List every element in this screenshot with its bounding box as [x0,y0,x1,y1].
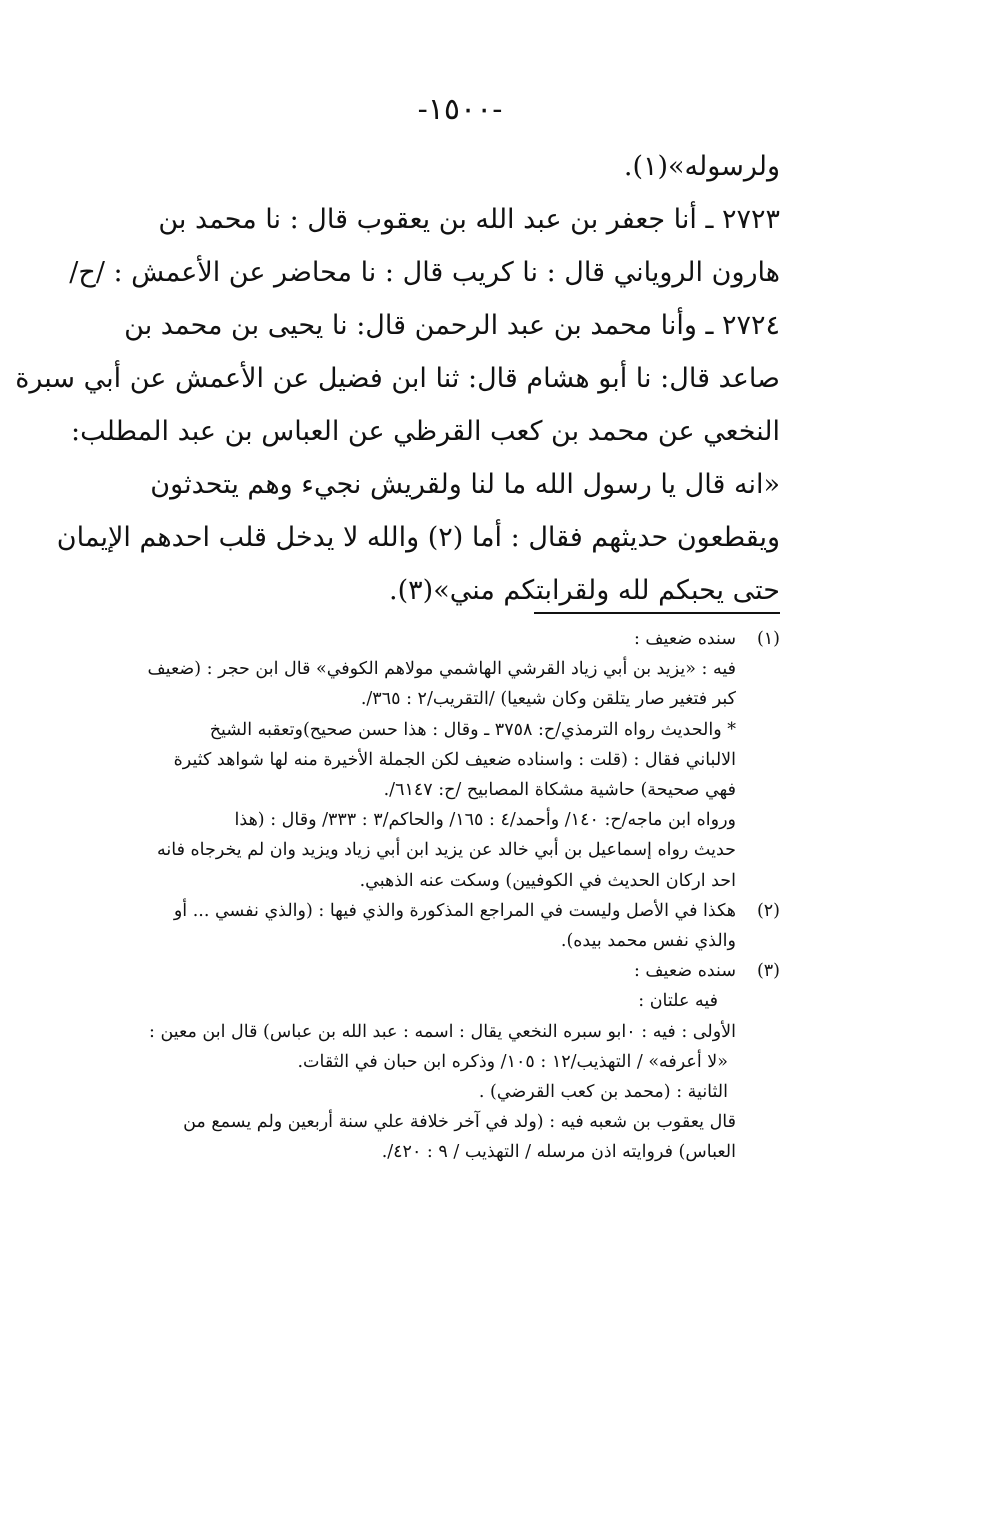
main-text [15,140,780,617]
main-line: «انه قال يا رسول الله ما لنا ولقريش نجيء وهم يتحدثون [150,469,780,500]
main-line: هارون الروياني قال : نا كريب قال : نا محاضر عن الأعمش : /ح/ [69,257,780,288]
footnote-1-line: حديث رواه إسماعيل بن أبي خالد عن يزيد ابن أبي زياد ويزيد وان لم يخرجاه فانه [157,840,736,861]
page-number: -١٥٠٠- [417,92,503,127]
footnote-1-header [116,624,780,654]
footnotes [116,624,780,1168]
footnote-1-line: احد اركان الحديث في الكوفيين) وسكت عنه الذهبي. [359,870,736,891]
footnote-1-line: كبر فتغير صار يتلقن وكان شيعيا) /التقريب/٢ : ٣٦٥/. [360,689,736,710]
main-line: ٢٧٢٣ ـ أنا جعفر بن عبد الله بن يعقوب قال : نا محمد بن [158,204,780,235]
footnote-3-line: الثانية : (محمد بن كعب القرضي) . [478,1082,728,1103]
footnote-1-number: (١) [756,629,780,649]
main-line: ويقطعون حديثهم فقال : أما (٢) والله لا يدخل قلب احدهم الإيمان [56,522,780,553]
footnote-2-header [116,896,780,926]
footnote-3-line: فيه علتان : [638,991,718,1012]
footnote-3-line: قال يعقوب بن شعبه فيه : (ولد في آخر خلافة علي سنة أربعين ولم يسمع من [183,1112,736,1133]
footnote-2-text: هكذا في الأصل وليست في المراجع المذكورة والذي فيها : (والذي نفسي ... أو [173,900,736,921]
footnote-1-line: فيه : «يزيد بن أبي زياد القرشي الهاشمي مولاهم الكوفي» قال ابن حجر : (ضعيف [147,659,736,680]
footnote-3-header [116,956,780,986]
footnote-3-line: العباس) فروايته اذن مرسله / التهذيب / ٩ : ٤٢٠/. [381,1142,736,1163]
footnote-separator [534,612,780,614]
main-line: النخعي عن محمد بن كعب القرظي عن العباس بن عبد المطلب: [70,416,780,447]
footnote-1-line: الالباني فقال : (قلت : واسناده ضعيف لكن الجملة الأخيرة منه لها شواهد كثيرة [173,749,736,770]
main-line: حتى يحبكم لله ولقرابتكم مني»(٣). [389,575,780,606]
footnote-3-number: (٣) [756,961,780,982]
footnote-1-line: * والحديث رواه الترمذي/ح: ٣٧٥٨ ـ وقال : هذا حسن صحيح)وتعقبه الشيخ [209,719,736,740]
footnote-1-line: فهي صحيحة) حاشية مشكاة المصابيح /ح: ٦١٤٧/. [383,780,736,801]
footnote-3-line: الأولى : فيه : ٠ابو سبره النخعي يقال : اسمه : عبد الله بن عباس) قال ابن معين : [148,1021,736,1042]
footnote-1-line: ورواه ابن ماجه/ح: ١٤٠/ وأحمد/٤ : ١٦٥/ والحاكم/٣ : ٣٣٣/ وقال : (هذا [234,810,736,831]
footnote-3-line: «لا أعرفه» / التهذيب/١٢ : ١٠٥/ وذكره ابن حبان في الثقات. [297,1051,728,1072]
main-line: ولرسوله»(١). [623,151,780,182]
main-line: صاعد قال: نا أبو هشام قال: ثنا ابن فضيل عن الأعمش عن أبي سبرة [15,363,780,394]
footnote-2-number: (٢) [756,900,780,921]
footnote-1-text: سنده ضعيف : [633,629,736,649]
main-line: ٢٧٢٤ ـ وأنا محمد بن عبد الرحمن قال: نا يحيى بن محمد بن [124,310,780,341]
footnote-2-line: والذي نفس محمد بيده). [560,931,736,952]
footnote-3-text: سنده ضعيف : [633,961,736,982]
